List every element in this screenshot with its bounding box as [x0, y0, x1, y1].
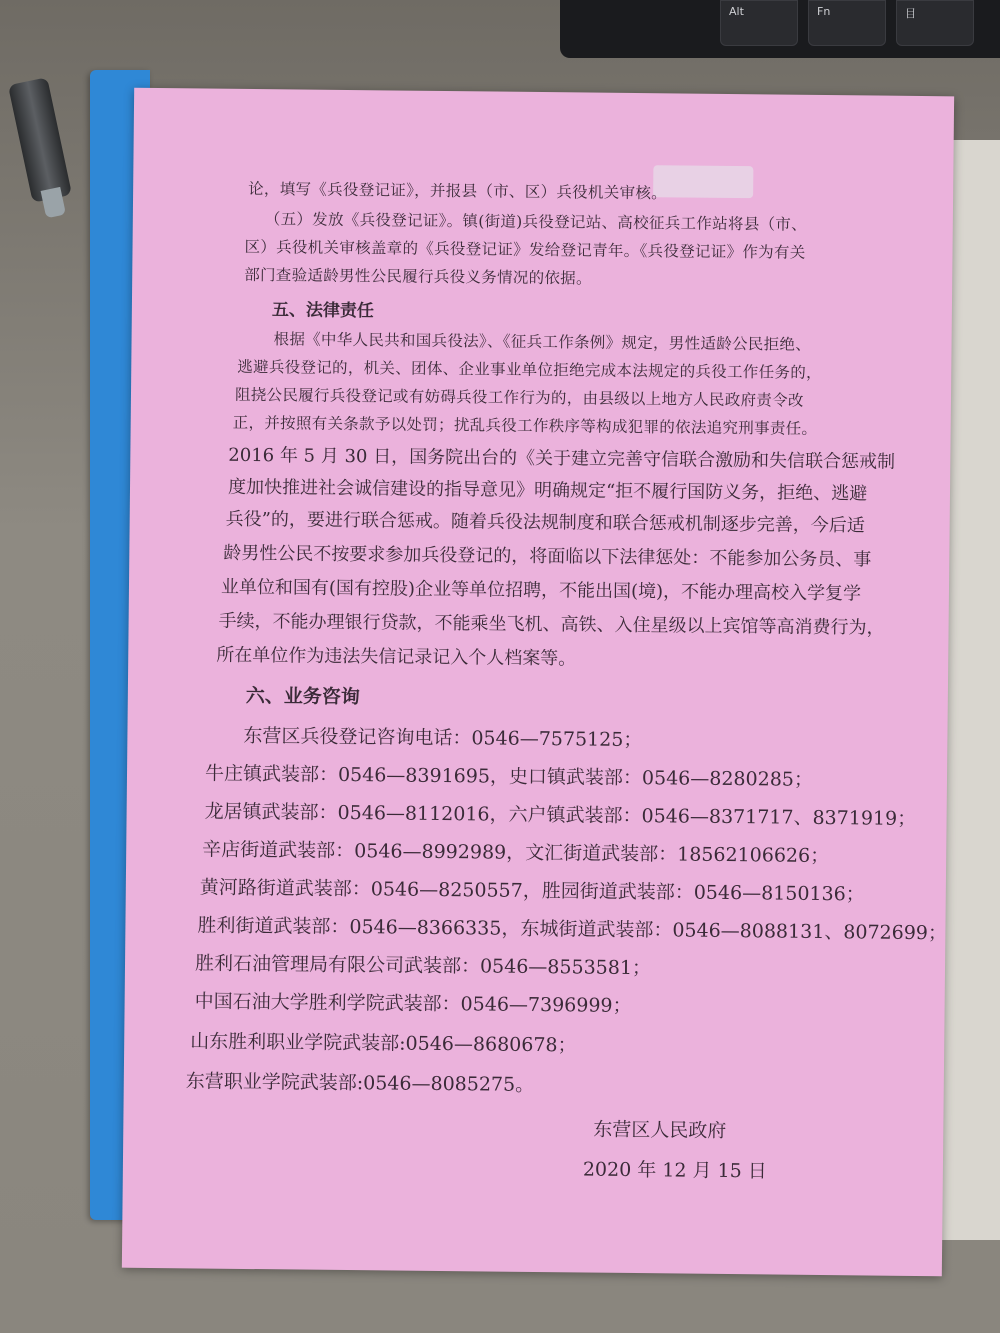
- contact-line: 辛店街道武装部：0546—8992989，文汇街道武装部：18562106626；: [202, 838, 830, 868]
- text-line: 论，填写《兵役登记证》，并报县（市、区）兵役机关审核。: [248, 179, 668, 203]
- contact-line: 中国石油大学胜利学院武装部：0546—7396999；: [194, 990, 632, 1017]
- text-line: 逃避兵役登记的，机关、团体、企业事业单位拒绝完成本法规定的兵役工作任务的，: [237, 357, 822, 382]
- section-heading-consult: 六、业务咨询: [245, 684, 360, 709]
- text-line: 度加快推进社会诚信建设的指导意见》明确规定“拒不履行国防义务，拒绝、逃避: [227, 476, 868, 505]
- contact-line: 东营区兵役登记咨询电话：0546—7575125；: [243, 724, 643, 752]
- text-line: 2016 年 5 月 30 日，国务院出台的《关于建立完善守信联合激励和失信联合惩戒制: [228, 444, 896, 473]
- contact-line: 黄河路街道武装部：0546—8250557，胜园街道武装部：0546—8150136；: [199, 876, 865, 906]
- section-heading-legal: 五、法律责任: [271, 300, 374, 322]
- text-line: 区）兵役机关审核盖章的《兵役登记证》发给登记青年。《兵役登记证》作为有关: [244, 237, 806, 262]
- text-line: 业单位和国有(国有控股)企业等单位招聘，不能出国(境)，不能办理高校入学复学: [220, 576, 862, 605]
- text-line: 根据《中华人民共和国兵役法》、《征兵工作条例》规定，男性适龄公民拒绝、: [273, 330, 812, 354]
- contact-line: 山东胜利职业学院武装部:0546—8680678；: [190, 1030, 577, 1057]
- menu-key: 目: [896, 0, 974, 46]
- pink-notice-document: [122, 88, 954, 1277]
- text-line: 阻挠公民履行兵役登记或有妨碍兵役工作行为的，由县级以上地方人民政府责令改: [234, 385, 804, 410]
- contact-line: 胜利街道武装部：0546—8366335，东城街道武装部：0546—8088131、8072699；: [197, 914, 948, 945]
- issue-date: 2020 年 12 月 15 日: [582, 1158, 767, 1183]
- text-line: 部门查验适龄男性公民履行兵役义务情况的依据。: [244, 265, 592, 288]
- contact-line: 东营职业学院武装部:0546—8085275。: [185, 1070, 535, 1096]
- issuer-name: 东营区人民政府: [593, 1118, 727, 1142]
- contact-line: 龙居镇武装部：0546—8112016，六户镇武装部：0546—8371717、8371919；: [204, 800, 917, 830]
- paper-clip: [653, 165, 753, 198]
- fn-key: Fn: [808, 0, 886, 46]
- text-line: （五）发放《兵役登记证》。镇(街道)兵役登记站、高校征兵工作站将县（市、: [264, 210, 808, 234]
- text-line: 所在单位作为违法失信记录记入个人档案等。: [216, 644, 577, 670]
- text-line: 正，并按照有关条款予以处罚；扰乱兵役工作秩序等构成犯罪的依法追究刑事责任。: [232, 413, 818, 438]
- text-line: 兵役”的，要进行联合惩戒。随着兵役法规制度和联合惩戒机制逐步完善，今后适: [225, 508, 865, 537]
- contact-line: 牛庄镇武装部：0546—8391695，史口镇武装部：0546—8280285；: [204, 762, 814, 791]
- contact-line: 胜利石油管理局有限公司武装部：0546—8553581；: [194, 952, 652, 980]
- text-line: 手续，不能办理银行贷款，不能乘坐飞机、高铁、入住星级以上宾馆等高消费行为，: [218, 610, 885, 639]
- keyboard: [560, 0, 1000, 58]
- text-line: 龄男性公民不按要求参加兵役登记的，将面临以下法律惩处：不能参加公务员、事: [223, 542, 872, 571]
- alt-key: Alt: [720, 0, 798, 46]
